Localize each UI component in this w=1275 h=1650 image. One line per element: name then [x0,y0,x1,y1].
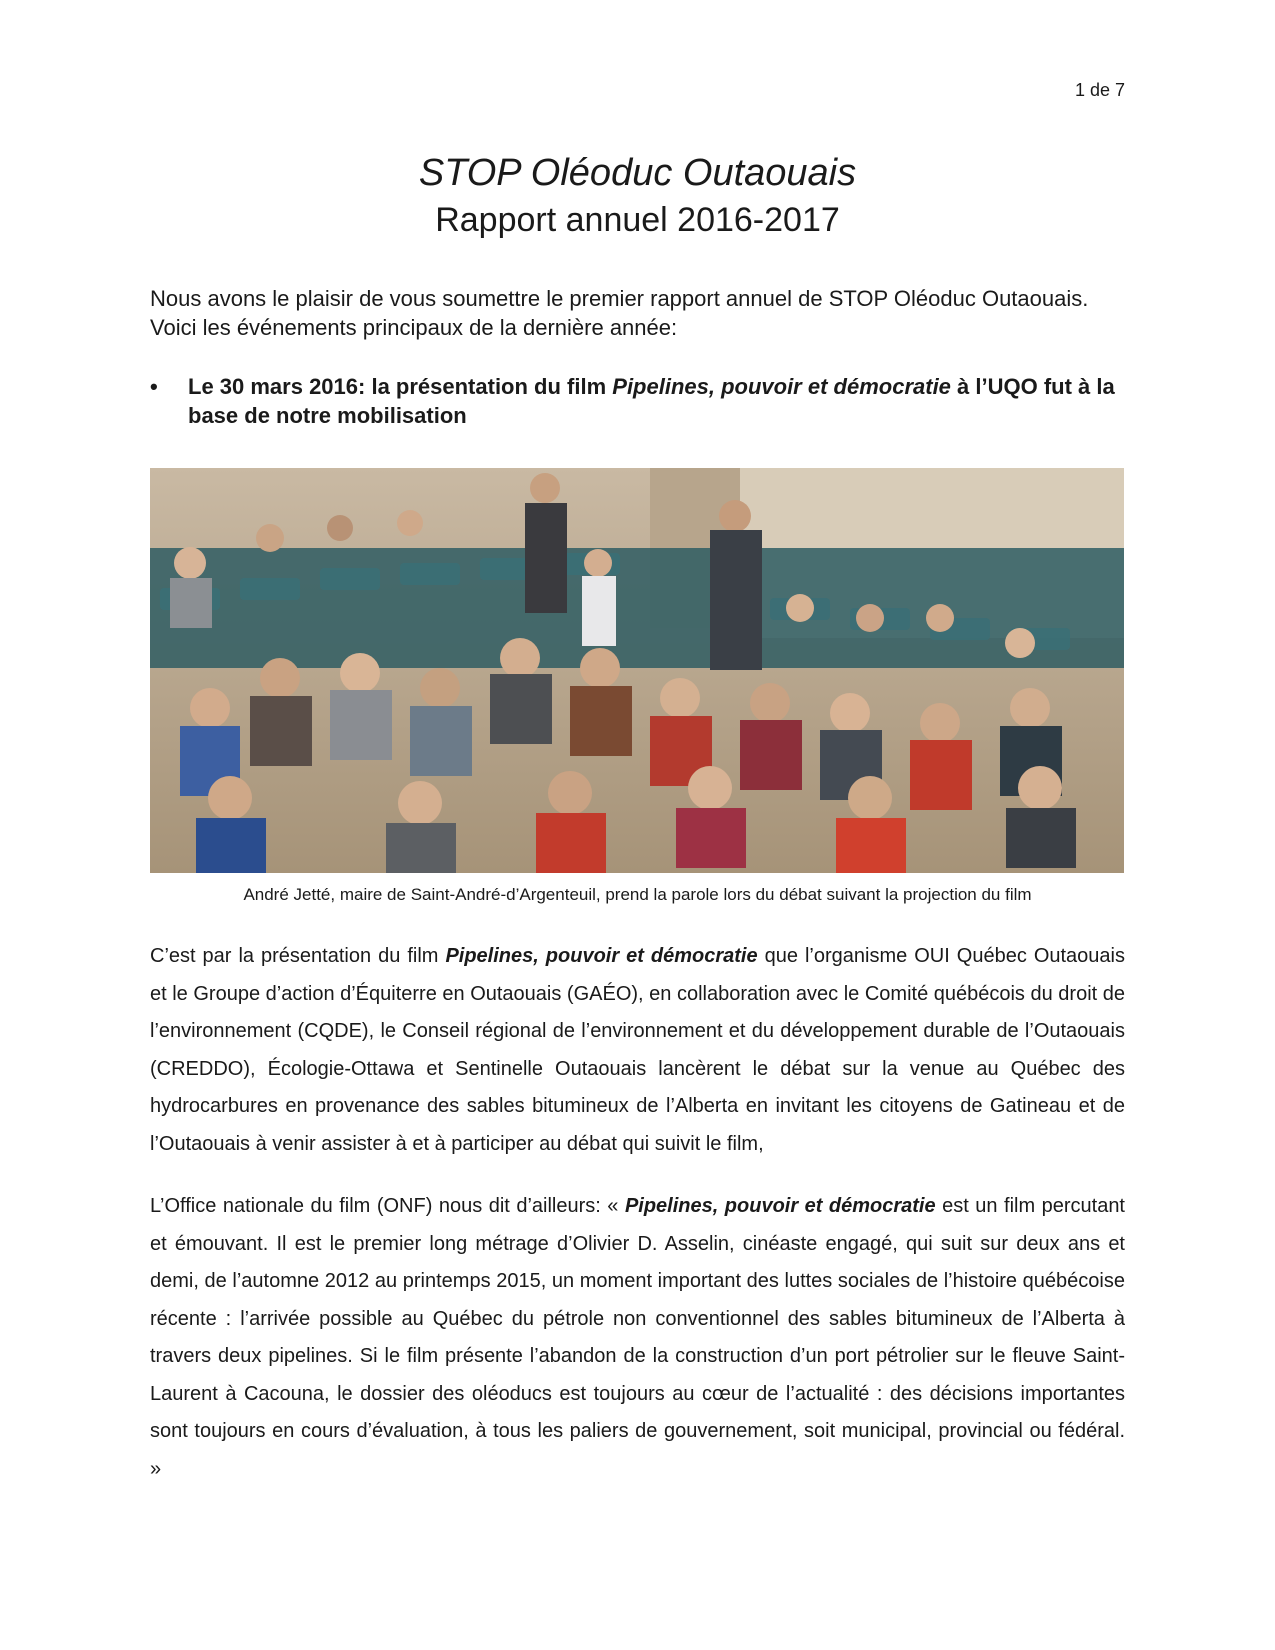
intro-text [150,284,1125,342]
paragraph2-film-title: Pipelines, pouvoir et démocratie [624,1195,936,1217]
event-film-title: Pipelines, pouvoir et démocratie [612,374,951,399]
paragraph1-film-title: Pipelines, pouvoir et démocratie [445,945,758,967]
event-prefix: Le 30 mars 2016: la présentation du film [188,374,613,399]
title-block [0,150,1275,242]
page-number: 1 de 7 [1074,80,1125,100]
audience-photo [150,468,1124,873]
event-heading [188,372,1125,430]
paragraph1-before: C’est par la présentation du film [150,945,446,967]
paragraph2-after: est un film percutant et émouvant. Il est le premier long métrage d’Olivier D. Asselin, cinéaste engagé, qui suit sur deux ans et demi, de l’automne 2012 au printemps 2015, un moment important des luttes sociales de l’histoire québécoise récente : l’arrivée possible au Québec du pétrole non conventionnel des sables bitumineux de l’Alberta à travers deux pipelines. Si le film présente l’abandon de la construction d’un port pétrolier sur le fleuve Saint-Laurent à Cacouna, le dossier des oléoducs est toujours au cœur de l’actualité : des décisions importantes sont toujours en cours d’évaluation, à tous les paliers de gouvernement, soit municipal, provincial ou fédéral. » [150,1195,1125,1480]
paragraph-onf-quote [150,1188,1125,1488]
intro-line-1: Nous avons le plaisir de vous soumettre le premier rapport annuel de STOP Oléoduc Outaouais. [150,286,1089,311]
intro-line-2: Voici les événements principaux de la dernière année: [150,315,678,340]
bullet-icon: • [150,374,158,399]
paragraph-film-presentation [150,938,1125,1163]
paragraph2-before: L’Office nationale du film (ONF) nous dit d’ailleurs: « [150,1195,625,1217]
event-bullet [150,372,1125,430]
photo-caption: André Jetté, maire de Saint-André-d’Argenteuil, prend la parole lors du débat suivant la projection du film [243,885,1032,904]
audience-photo-illustration [150,468,1124,873]
organization-title: STOP Oléoduc Outaouais [418,152,857,194]
event-suffix: à l’UQO fut à la base de notre mobilisation [188,374,1115,428]
paragraph1-after: que l’organisme OUI Québec Outaouais et le Groupe d’action d’Équiterre en Outaouais (GAÉO), en collaboration avec le Comité québécois du droit de l’environnement (CQDE), le Conseil régional de l’environnement et du développement durable de l’Outaouais (CREDDO), Écologie-Ottawa et Sentinelle Outaouais lancèrent le débat sur la venue au Québec des hydrocarbures en provenance des sables bitumineux de l’Alberta en invitant les citoyens de Gatineau et de l’Outaouais à venir assister à et à participer au débat qui suivit le film, [150,945,1125,1155]
report-title: Rapport annuel 2016-2017 [435,201,840,239]
